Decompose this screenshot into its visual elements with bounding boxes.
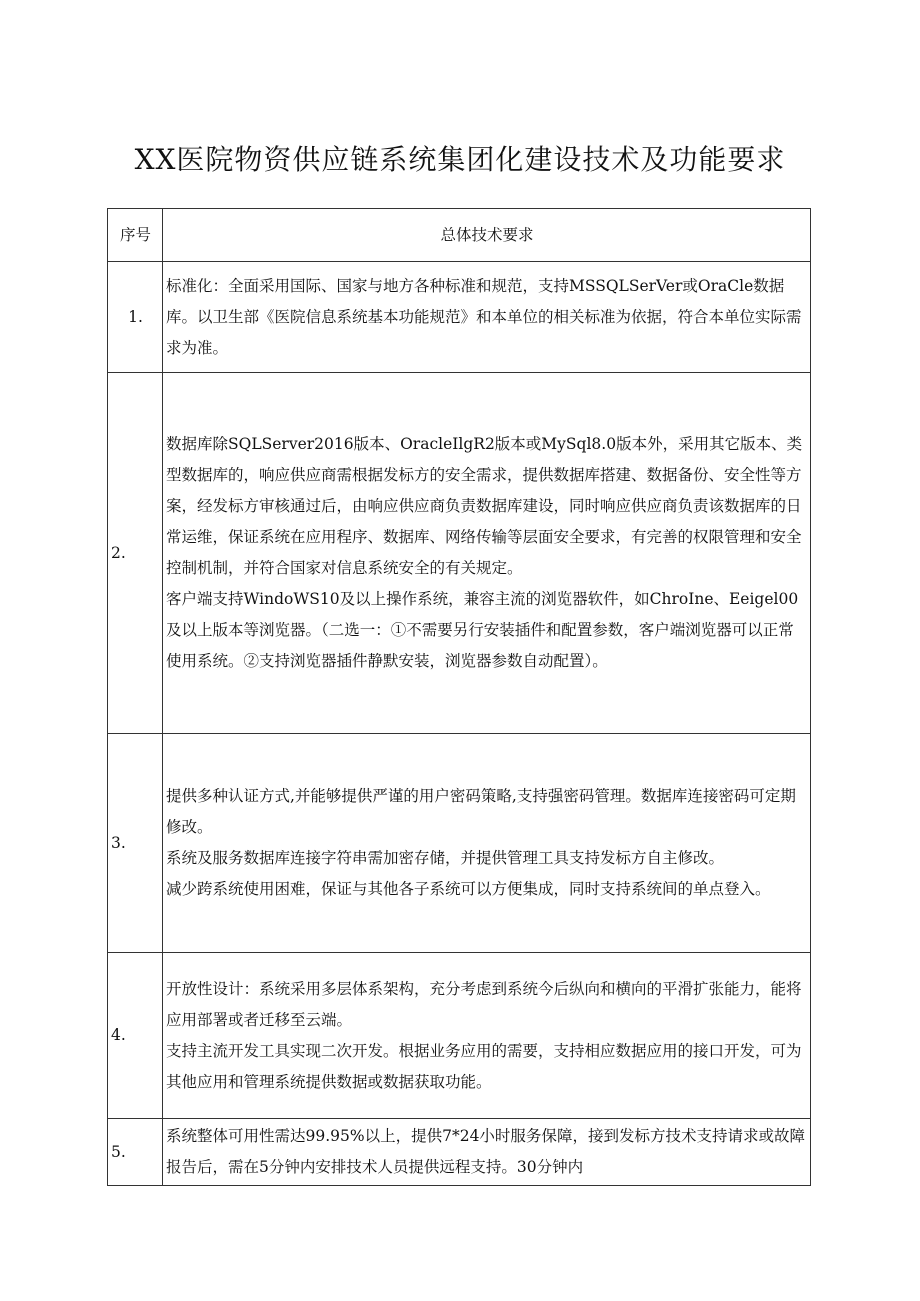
requirement-paragraph: 开放性设计：系统采用多层体系架构，充分考虑到系统今后纵向和横向的平滑扩张能力，能将应用部署或者迁移至云端。: [166, 979, 802, 1029]
requirement-paragraph: 数据库除SQLServer2016版本、OracleIlgR2版本或MySql8.0版本外，采用其它版本、类型数据库的，响应供应商需根据发标方的安全需求，提供数据库搭建、数据备份、安全性等方案，经发标方审核通过后，由响应供应商负责数据库建设，同时响应供应商负责该数据库的日常运维，保证系统在应用程序、数据库、网络传输等层面安全要求，有完善的权限管理和安全控制机制，并符合国家对信息系统安全的有关规定。: [166, 435, 803, 577]
row-number: 2.: [108, 373, 163, 734]
header-serial-number: 序号: [108, 209, 163, 262]
row-number: 3.: [108, 734, 163, 953]
row-number: 4.: [108, 953, 163, 1119]
requirement-paragraph: 支持主流开发工具实现二次开发。根据业务应用的需要，支持相应数据应用的接口开发，可为其他应用和管理系统提供数据或数据获取功能。: [166, 1041, 802, 1091]
table-header-row: [108, 209, 811, 262]
table-row: [108, 1119, 811, 1186]
table-row: [108, 373, 811, 734]
requirements-table: [107, 208, 811, 1186]
row-requirement: [163, 1119, 811, 1186]
row-number: 5.: [108, 1119, 163, 1186]
table-row: [108, 953, 811, 1119]
row-requirement: [163, 373, 811, 734]
row-number: 1.: [108, 262, 163, 373]
requirement-paragraph: 减少跨系统使用困难，保证与其他各子系统可以方便集成，同时支持系统间的单点登入。: [166, 880, 771, 898]
table-row: [108, 734, 811, 953]
header-requirement: 总体技术要求: [163, 209, 811, 262]
requirement-paragraph: 系统及服务数据库连接字符串需加密存储，并提供管理工具支持发标方自主修改。: [166, 849, 725, 867]
row-requirement: [163, 953, 811, 1119]
table-row: [108, 262, 811, 373]
requirement-paragraph: 提供多种认证方式,并能够提供严谨的用户密码策略,支持强密码管理。数据库连接密码可定期修改。: [166, 787, 796, 836]
document-title: XX医院物资供应链系统集团化建设技术及功能要求: [134, 143, 786, 176]
requirement-paragraph: 系统整体可用性需达99.95%以上，提供7*24小时服务保障，接到发标方技术支持请求或故障报告后，需在5分钟内安排技术人员提供远程支持。30分钟内: [166, 1127, 805, 1176]
requirement-paragraph: 标准化：全面采用国际、国家与地方各种标准和规范，支持MSSQLSerVer或OraCle数据库。以卫生部《医院信息系统基本功能规范》和本单位的相关标准为依据，符合本单位实际需求为准。: [166, 276, 802, 357]
requirement-paragraph: 客户端支持WindoWS10及以上操作系统，兼容主流的浏览器软件，如ChroIne、Eeigel00及以上版本等浏览器。（二选一：①不需要另行安装插件和配置参数，客户端浏览器可以正常使用系统。②支持浏览器插件静默安装，浏览器参数自动配置）。: [166, 590, 799, 670]
row-requirement: [163, 262, 811, 373]
row-requirement: [163, 734, 811, 953]
